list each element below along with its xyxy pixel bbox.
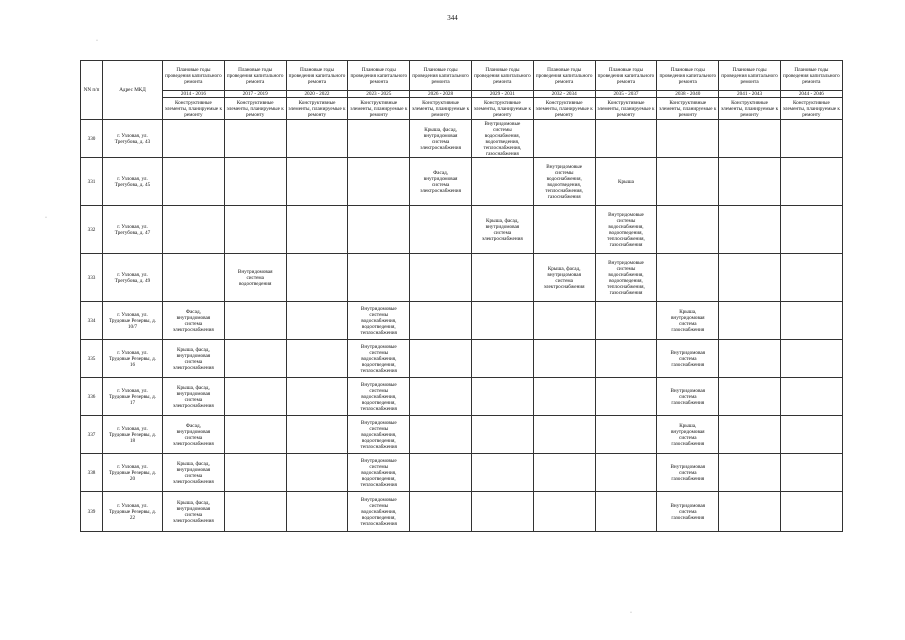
repair-elements-cell: Внутридомовые системы водоснабжения, водоотведения, теплоснабжения [348,378,410,416]
period-header: Плановые годы проведения капитального ремонта [657,61,719,91]
repair-elements-cell: Фасад, внутридомовая система электроснабжения [410,158,472,206]
scan-mark: · [45,215,47,221]
repair-elements-cell [224,454,286,492]
repair-elements-cell: Крыша, фасад, внутридомовая система электроснабжения [163,378,225,416]
table-row [81,340,843,378]
period-header: Плановые годы проведения капитального ремонта [471,61,533,91]
repair-elements-cell [780,254,842,302]
repair-elements-cell: Крыша, фасад, внутридомовая система электроснабжения [163,340,225,378]
row-number: 335 [81,340,103,378]
year-range-header: 2014 - 2016 [163,91,225,98]
elements-header: Конструктивные элементы, планируемые к ремонту [595,98,657,120]
repair-elements-cell: Внутридомовая система газоснабжения [657,340,719,378]
repair-elements-cell [780,206,842,254]
repair-elements-cell: Фасад, внутридомовая система электроснабжения [163,416,225,454]
repair-elements-cell [286,120,348,158]
repair-elements-cell: Крыша, внутридомовая система газоснабжения [657,416,719,454]
repair-elements-cell [163,158,225,206]
repair-elements-cell: Крыша, внутридомовая система газоснабжения [657,302,719,340]
table-body [81,120,843,532]
address-header: Адрес МКД [103,61,163,120]
repair-elements-cell [595,378,657,416]
table-row [81,416,843,454]
repair-elements-cell [471,158,533,206]
repair-elements-cell [163,254,225,302]
period-header: Плановые годы проведения капитального ремонта [410,61,472,91]
scan-mark: · [630,610,632,616]
table-row [81,454,843,492]
row-number: 331 [81,158,103,206]
period-header: Плановые годы проведения капитального ремонта [286,61,348,91]
elements-header: Конструктивные элементы, планируемые к ремонту [163,98,225,120]
repair-elements-cell [224,120,286,158]
table-row [81,302,843,340]
row-number: 332 [81,206,103,254]
row-number: 339 [81,492,103,532]
year-range-header: 2029 - 2031 [471,91,533,98]
repair-elements-cell [780,378,842,416]
repair-elements-cell [780,454,842,492]
repair-elements-cell: Фасад, внутридомовая система электроснабжения [163,302,225,340]
repair-elements-cell [595,302,657,340]
repair-elements-cell [286,206,348,254]
repair-elements-cell [224,492,286,532]
repair-elements-cell [163,120,225,158]
repair-elements-cell: Внутридомовая система газоснабжения [657,454,719,492]
table-row [81,492,843,532]
repair-elements-cell: Внутридомовая система газоснабжения [657,378,719,416]
repair-schedule-table [80,60,843,532]
repair-elements-cell [533,416,595,454]
row-address: г. Узловая, ул. Трудовые Резервы, д. 22 [103,492,163,532]
row-address: г. Узловая, ул. Трудовые Резервы, д. 18 [103,416,163,454]
row-address: г. Узловая, ул. Трегубова, д. 43 [103,120,163,158]
repair-elements-cell [657,254,719,302]
repair-elements-cell [286,254,348,302]
repair-elements-cell [780,120,842,158]
elements-header: Конструктивные элементы, планируемые к ремонту [533,98,595,120]
row-number: 338 [81,454,103,492]
row-address: г. Узловая, ул. Трудовые Резервы, д. 20 [103,454,163,492]
period-header: Плановые годы проведения капитального ремонта [533,61,595,91]
repair-elements-cell [410,454,472,492]
repair-elements-cell [533,340,595,378]
repair-elements-cell [286,302,348,340]
year-range-header: 2017 - 2019 [224,91,286,98]
repair-elements-cell [410,206,472,254]
repair-elements-cell [595,120,657,158]
repair-elements-cell: Внутридомовая система водоотведения [224,254,286,302]
repair-elements-cell [286,454,348,492]
row-number: 330 [81,120,103,158]
table-row [81,206,843,254]
elements-header: Конструктивные элементы, планируемые к ремонту [657,98,719,120]
repair-elements-cell [719,302,781,340]
repair-elements-cell: Крыша, фасад, внутридомовая система электроснабжения [533,254,595,302]
repair-elements-cell [595,492,657,532]
repair-elements-cell [719,120,781,158]
year-range-header: 2020 - 2022 [286,91,348,98]
repair-elements-cell [533,302,595,340]
repair-elements-cell: Крыша, фасад, внутридомовая система электроснабжения [410,120,472,158]
year-range-header: 2044 - 2046 [780,91,842,98]
repair-elements-cell [410,492,472,532]
period-header: Плановые годы проведения капитального ремонта [595,61,657,91]
table-row [81,378,843,416]
repair-elements-cell [719,340,781,378]
repair-elements-cell [410,254,472,302]
repair-elements-cell: Внутридомовые системы водоснабжения, водоотведения, теплоснабжения [348,416,410,454]
row-number: 334 [81,302,103,340]
repair-elements-cell [533,492,595,532]
year-range-header: 2035 - 2037 [595,91,657,98]
repair-elements-cell [224,302,286,340]
header-row-period [81,61,843,91]
repair-elements-cell [286,492,348,532]
elements-header: Конструктивные элементы, планируемые к ремонту [471,98,533,120]
repair-elements-cell [471,340,533,378]
repair-elements-cell: Внутридомовые системы водоснабжения, водоотведения, теплоснабжения [348,302,410,340]
repair-elements-cell [595,340,657,378]
repair-elements-cell [719,158,781,206]
repair-elements-cell [595,454,657,492]
repair-elements-cell: Внутридомовые системы водоснабжения, водоотведения, теплоснабжения, газоснабжения [471,120,533,158]
repair-elements-cell [224,378,286,416]
repair-elements-cell: Внутридомовые системы водоснабжения, водоотведения, теплоснабжения [348,454,410,492]
repair-elements-cell [471,378,533,416]
repair-elements-cell: Внутридомовые системы водоснабжения, водоотведения, теплоснабжения [348,492,410,532]
repair-elements-cell [163,206,225,254]
row-address: г. Узловая, ул. Трегубова, д. 49 [103,254,163,302]
repair-elements-cell: Крыша, фасад, внутридомовая система электроснабжения [163,454,225,492]
repair-elements-cell [286,416,348,454]
header-row-years [81,91,843,98]
num-header: NN п/п [81,61,103,120]
page-number: 344 [447,14,458,22]
repair-elements-cell [780,158,842,206]
row-address: г. Узловая, ул. Трегубова, д. 45 [103,158,163,206]
row-number: 333 [81,254,103,302]
repair-elements-cell [348,120,410,158]
period-header: Плановые годы проведения капитального ремонта [348,61,410,91]
repair-elements-cell [348,158,410,206]
repair-elements-cell [410,340,472,378]
repair-elements-cell [224,340,286,378]
repair-elements-cell [410,302,472,340]
year-range-header: 2026 - 2028 [410,91,472,98]
repair-elements-cell [348,254,410,302]
repair-elements-cell: Внутридомовые системы водоснабжения, водоотведения, теплоснабжения, газоснабжения [533,158,595,206]
elements-header: Конструктивные элементы, планируемые к ремонту [780,98,842,120]
period-header: Плановые годы проведения капитального ремонта [224,61,286,91]
repair-elements-cell [410,378,472,416]
elements-header: Конструктивные элементы, планируемые к ремонту [410,98,472,120]
repair-elements-cell [780,416,842,454]
repair-elements-cell: Крыша, фасад, внутридомовая система электроснабжения [163,492,225,532]
repair-elements-cell [780,302,842,340]
repair-elements-cell [719,416,781,454]
repair-elements-cell [224,206,286,254]
elements-header: Конструктивные элементы, планируемые к ремонту [286,98,348,120]
repair-elements-cell: Внутридомовая система газоснабжения [657,492,719,532]
repair-elements-cell: Внутридомовые системы водоснабжения, водоотведения, теплоснабжения, газоснабжения [595,206,657,254]
repair-elements-cell [595,416,657,454]
repair-elements-cell [348,206,410,254]
repair-elements-cell [471,254,533,302]
row-number: 336 [81,378,103,416]
repair-elements-cell [471,416,533,454]
repair-elements-cell [719,206,781,254]
repair-elements-cell [719,454,781,492]
repair-elements-cell [657,206,719,254]
period-header: Плановые годы проведения капитального ремонта [163,61,225,91]
repair-elements-cell [286,378,348,416]
repair-elements-cell [780,340,842,378]
repair-elements-cell: Внутридомовые системы водоснабжения, водоотведения, теплоснабжения [348,340,410,378]
repair-elements-cell [286,158,348,206]
row-address: г. Узловая, ул. Трудовые Резервы, д. 17 [103,378,163,416]
year-range-header: 2038 - 2040 [657,91,719,98]
repair-elements-cell: Крыша [595,158,657,206]
row-address: г. Узловая, ул. Трудовые Резервы, д. 10/7 [103,302,163,340]
repair-elements-cell [780,492,842,532]
table-row [81,158,843,206]
period-header: Плановые годы проведения капитального ремонта [719,61,781,91]
period-header: Плановые годы проведения капитального ремонта [780,61,842,91]
row-number: 337 [81,416,103,454]
year-range-header: 2032 - 2034 [533,91,595,98]
repair-elements-cell [657,158,719,206]
row-address: г. Узловая, ул. Трегубова, д. 47 [103,206,163,254]
repair-elements-cell [719,378,781,416]
repair-elements-cell: Внутридомовые системы водоснабжения, водоотведения, теплоснабжения, газоснабжения [595,254,657,302]
scan-mark: · [96,38,98,44]
elements-header: Конструктивные элементы, планируемые к ремонту [224,98,286,120]
repair-elements-cell [286,340,348,378]
repair-elements-cell [471,302,533,340]
table-row [81,254,843,302]
repair-elements-cell [533,378,595,416]
repair-elements-cell [533,454,595,492]
repair-elements-cell [719,492,781,532]
year-range-header: 2023 - 2025 [348,91,410,98]
repair-elements-cell [224,416,286,454]
elements-header: Конструктивные элементы, планируемые к ремонту [348,98,410,120]
repair-elements-cell: Крыша, фасад, внутридомовая система электроснабжения [471,206,533,254]
header-row-elements [81,98,843,120]
repair-elements-cell [224,158,286,206]
elements-header: Конструктивные элементы, планируемые к ремонту [719,98,781,120]
repair-elements-cell [410,416,472,454]
repair-elements-cell [533,206,595,254]
repair-elements-cell [719,254,781,302]
table-row [81,120,843,158]
year-range-header: 2041 - 2043 [719,91,781,98]
repair-elements-cell [533,120,595,158]
row-address: г. Узловая, ул. Трудовые Резервы, д. 16 [103,340,163,378]
repair-elements-cell [471,454,533,492]
repair-elements-cell [657,120,719,158]
repair-elements-cell [471,492,533,532]
